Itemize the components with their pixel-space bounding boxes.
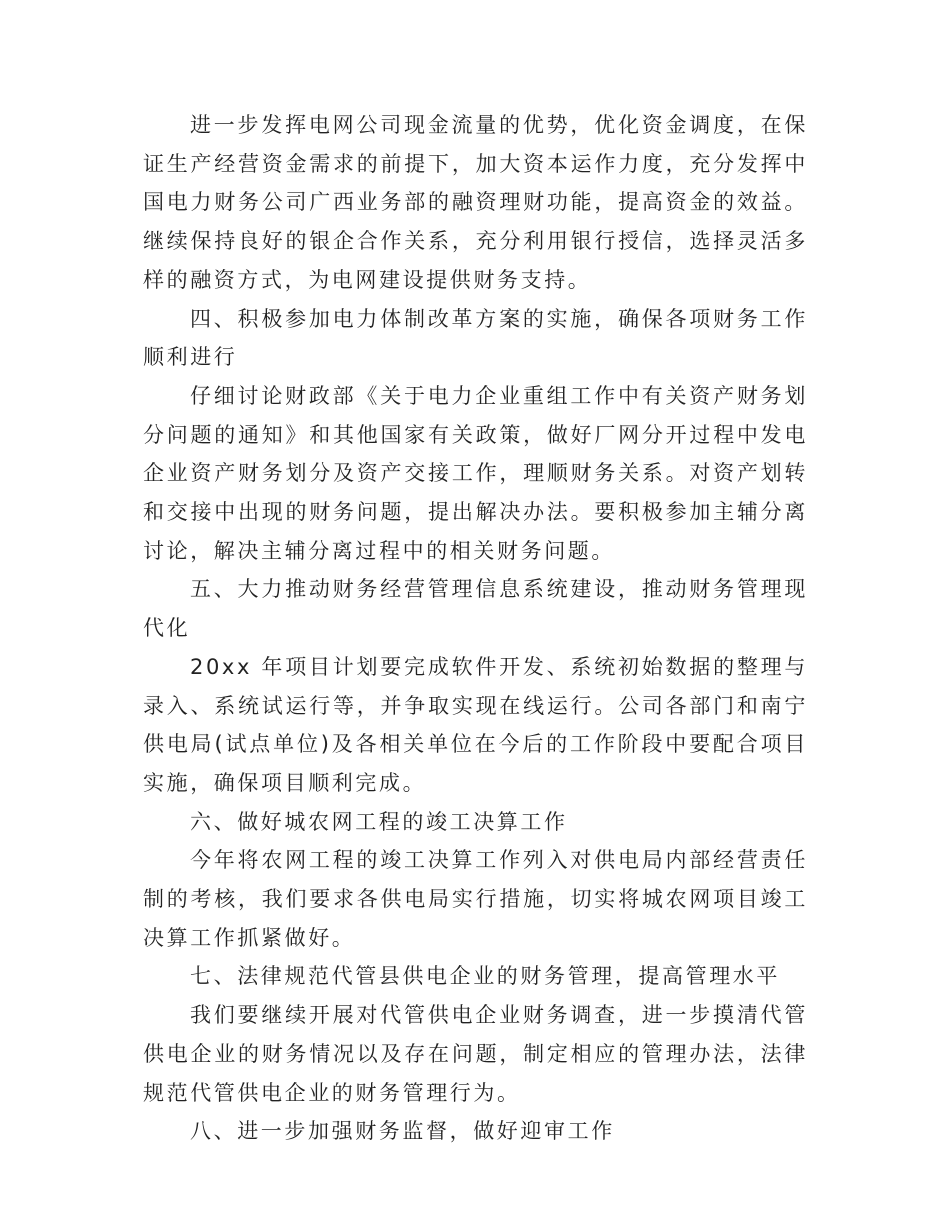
paragraph-county-management: 我们要继续开展对代管供电企业财务调查，进一步摸清代管供电企业的财务情况以及存在问题，制定相应的管理办法，法律规范代管供电企业的财务管理行为。 (143, 1003, 808, 1105)
paragraph-final-accounts: 今年将农网工程的竣工决算工作列入对供电局内部经营责任制的考核，我们要求各供电局实行措施，切实将城农网项目竣工决算工作抓紧做好。 (143, 848, 808, 950)
heading-section-7: 七、法律规范代管县供电企业的财务管理，提高管理水平 (190, 964, 780, 989)
heading-section-5: 五、大力推动财务经营管理信息系统建设，推动财务管理现代化 (143, 577, 808, 641)
heading-section-4: 四、积极参加电力体制改革方案的实施，确保各项财务工作顺利进行 (143, 306, 808, 370)
paragraph-fund-dispatch: 进一步发挥电网公司现金流量的优势，优化资金调度，在保证生产经营资金需求的前提下，加大资本运作力度，充分发挥中国电力财务公司广西业务部的融资理财功能，提高资金的效益。继续保持良好的银企合作关系，充分利用银行授信，选择灵活多样的融资方式，为电网建设提供财务支持。 (143, 113, 808, 292)
document-body (143, 106, 808, 1151)
paragraph-system-project: 20xx 年项目计划要完成软件开发、系统初始数据的整理与录入、系统试运行等，并争取实现在线运行。公司各部门和南宁供电局(试点单位)及各相关单位在今后的工作阶段中要配合项目实施，确保项目顺利完成。 (143, 654, 808, 795)
heading-section-6: 六、做好城农网工程的竣工决算工作 (190, 809, 568, 834)
paragraph-asset-division: 仔细讨论财政部《关于电力企业重组工作中有关资产财务划分问题的通知》和其他国家有关政策，做好厂网分开过程中发电企业资产财务划分及资产交接工作，理顺财务关系。对资产划转和交接中出现的财务问题，提出解决办法。要积极参加主辅分离讨论，解决主辅分离过程中的相关财务问题。 (143, 383, 808, 563)
heading-section-8: 八、进一步加强财务监督，做好迎审工作 (190, 1119, 615, 1144)
